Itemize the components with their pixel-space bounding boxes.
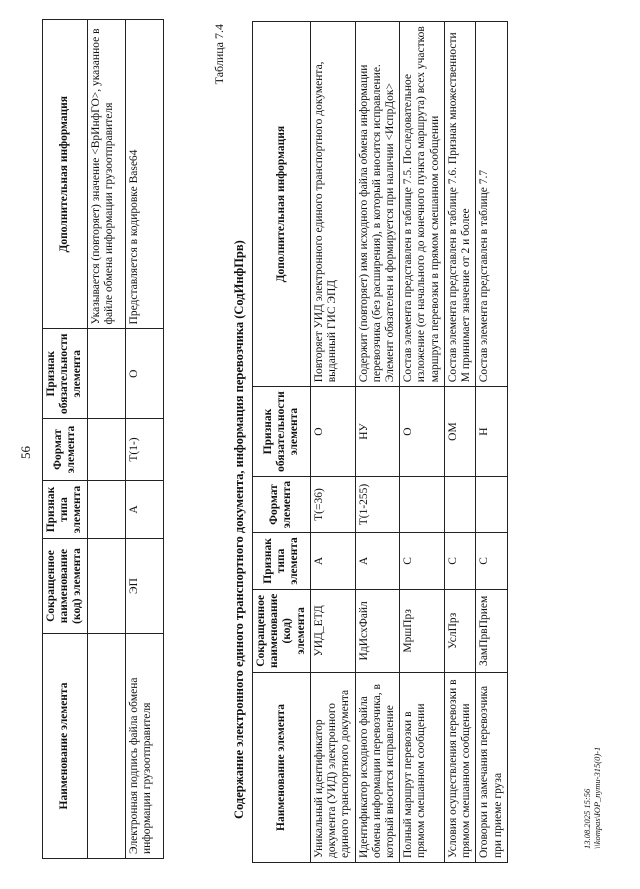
t1-header: Дополнительная информация — [43, 20, 88, 329]
t2-header: Дополнительная информация — [253, 22, 311, 387]
table-row: Идентификатор исходного файла обмена информации перевозчика, в который вносится исправление ИдИсхФайл А T(1-255) НУ Содержит (повторяет) имя исходного файла обмена информации перевозчика (без расширения), в который вносится исправление. Элемент обязателен и формируется при наличии <ИспрДок> — [355, 22, 400, 863]
t2-header: Наименование элемента — [253, 673, 311, 863]
table-label: Таблица 7.4 — [212, 24, 226, 85]
table-7-4 — [252, 21, 508, 863]
page-number: 56 — [18, 446, 33, 459]
t1-header: Формат элемента — [43, 419, 88, 481]
table-row: Полный маршрут перевозки в прямом смешанном сообщении МршПрз С О Состав элемента представлен в таблице 7.5. Последовательное изложение (от начального до конечного пункта маршрута) всех участков маршрута перевозки в прямом смешанном сообщении — [400, 22, 445, 863]
t1-header: Признак обязательности элемента — [43, 329, 88, 419]
table-caption: Содержание электронного единого транспортного документа, информация перевозчика (СодИнфПрв) — [232, 240, 246, 819]
table-row: Электронная подпись файла обмена информации грузоотправителя ЭП А T(1-) О Представляется в кодировке Base64 — [125, 20, 163, 859]
table-row: Указывается (повторяет) значение <ВрИнфГО>, указанное в файле обмена информации грузоотправителя — [87, 20, 125, 859]
table-row: Условия осуществления перевозки в прямом смешанном сообщении УслПрз С ОМ Состав элемента представлен в таблице 7.6. Признак множественности М принимает значение от 2 и более — [444, 22, 475, 863]
t2-header: Сокращенное наименование (код) элемента — [253, 589, 311, 672]
table-row: Оговорки и замечания перевозчика при приеме груза ЗамПрвПрием С Н Состав элемента представлен в таблице 7.7 — [476, 22, 507, 863]
t2-header: Формат элемента — [253, 476, 311, 532]
table-row: Уникальный идентификатор документа (УИД) электронного единого транспортного документа УИД_ЕТД А T(=36) О Повторяет УИД электронного единого транспортного документа, выданный ГИС ЭПД — [310, 22, 355, 863]
table2-header-row — [253, 22, 311, 863]
t1-header: Сокращенное наименование (код) элемента — [43, 539, 88, 634]
t2-header: Признак типа элемента — [253, 533, 311, 589]
t1-header: Признак типа элемента — [43, 481, 88, 539]
t2-header: Признак обязательности элемента — [253, 387, 311, 477]
table-continued — [42, 19, 164, 859]
t1-header: Наименование элемента — [43, 634, 88, 859]
table1-header-row — [43, 20, 88, 859]
print-stamp: 13.08.2025 15:56 \\kompas\ЮР_пути-315(0)-1 — [582, 746, 603, 849]
